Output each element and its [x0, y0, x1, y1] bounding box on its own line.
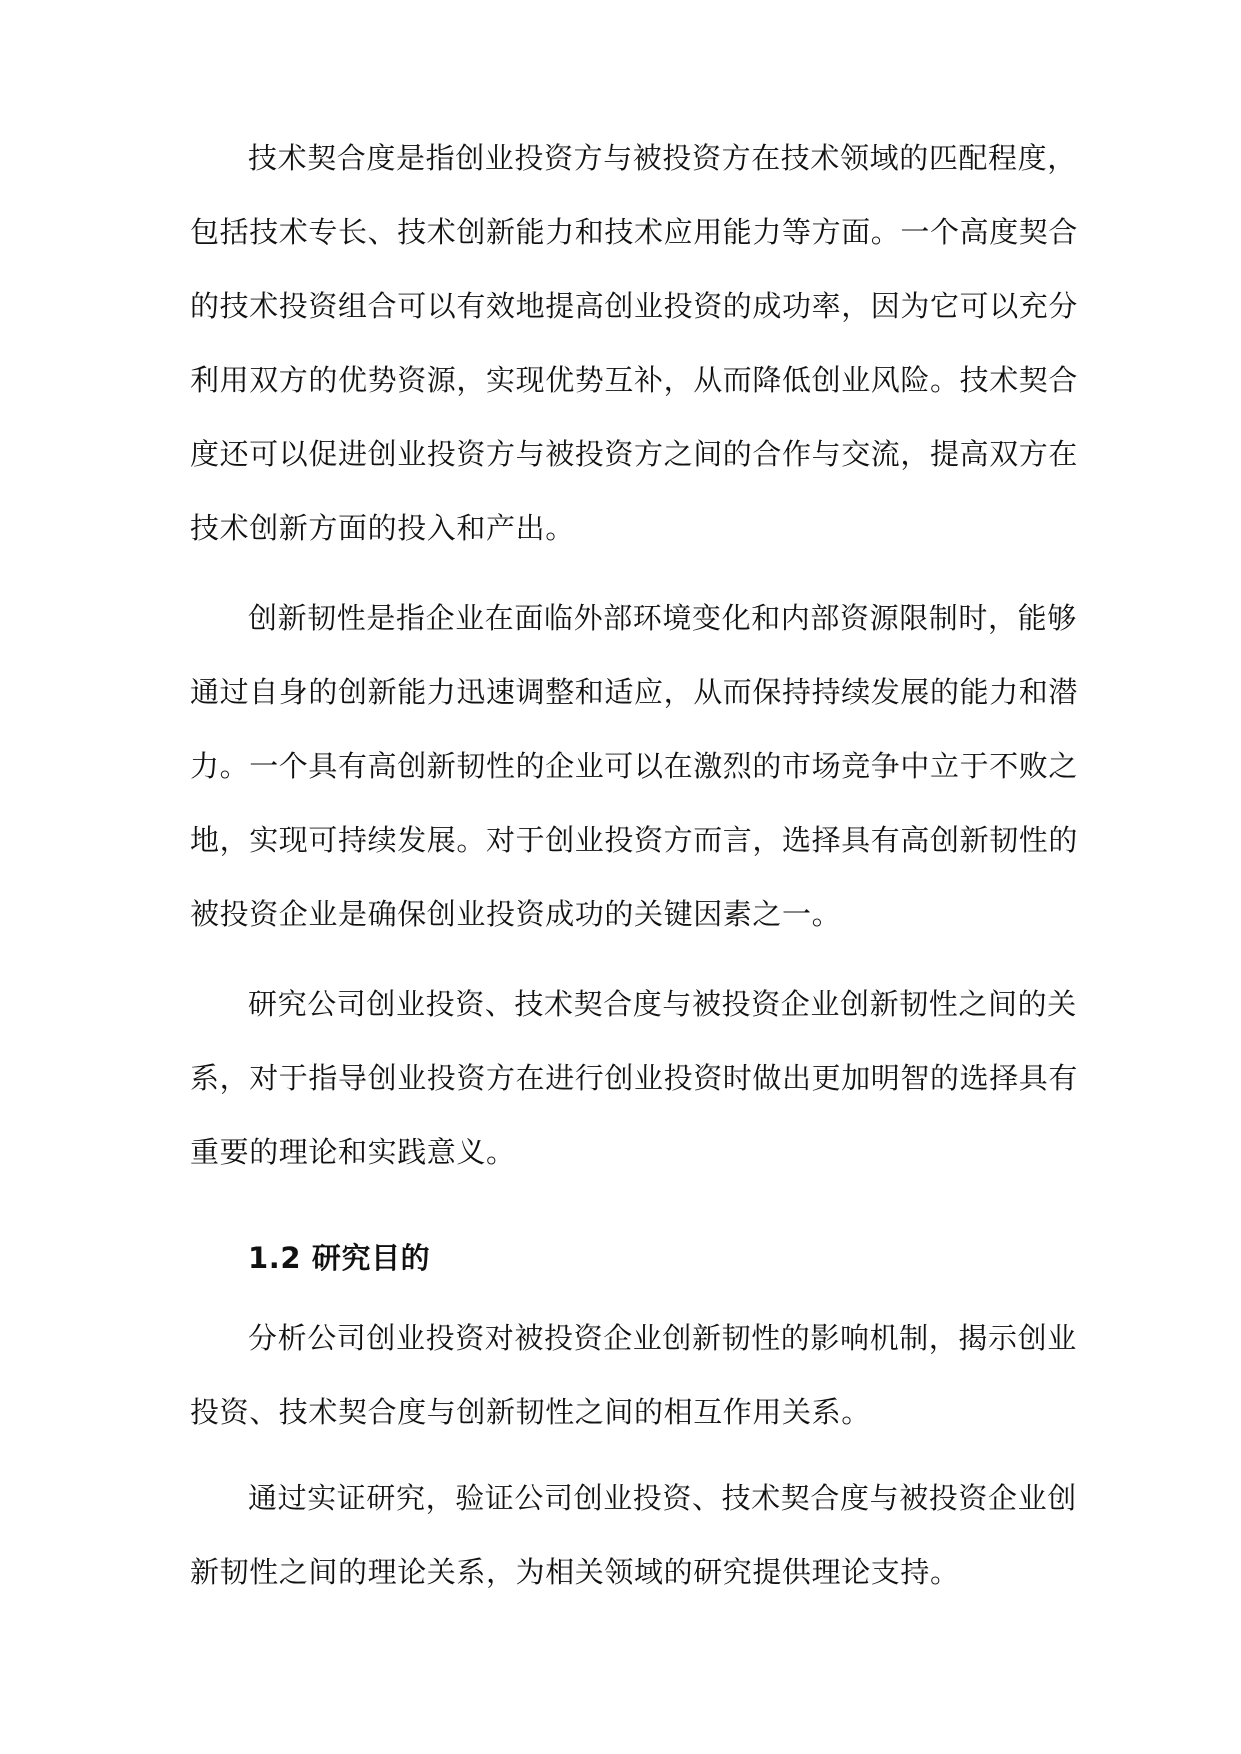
- text-line: 技术契合度是指创业投资方与被投资方在技术领域的匹配程度，: [248, 141, 1077, 175]
- text-line: 新韧性之间的理论关系，为相关领域的研究提供理论支持。: [190, 1555, 960, 1589]
- text-line: 系，对于指导创业投资方在进行创业投资时做出更加明智的选择具有: [190, 1061, 1079, 1095]
- text-line: 重要的理论和实践意义。: [190, 1135, 516, 1169]
- text-line: 分析公司创业投资对被投资企业创新韧性的影响机制，揭示创业: [248, 1321, 1077, 1355]
- text-line: 通过自身的创新能力迅速调整和适应，从而保持持续发展的能力和潜: [190, 675, 1079, 709]
- text-line: 研究公司创业投资、技术契合度与被投资企业创新韧性之间的关: [248, 987, 1077, 1021]
- text-line: 利用双方的优势资源，实现优势互补，从而降低创业风险。技术契合: [190, 363, 1079, 397]
- text-line: 包括技术专长、技术创新能力和技术应用能力等方面。一个高度契合: [190, 215, 1079, 249]
- text-line: 技术创新方面的投入和产出。: [190, 511, 575, 545]
- text-line: 度还可以促进创业投资方与被投资方之间的合作与交流，提高双方在: [190, 437, 1079, 471]
- text-line: 力。一个具有高创新韧性的企业可以在激烈的市场竞争中立于不败之: [190, 749, 1079, 783]
- text-line: 被投资企业是确保创业投资成功的关键因素之一。: [190, 897, 842, 931]
- text-line: 通过实证研究，验证公司创业投资、技术契合度与被投资企业创: [248, 1481, 1077, 1515]
- text-line: 的技术投资组合可以有效地提高创业投资的成功率，因为它可以充分: [190, 289, 1079, 323]
- section-heading: 1.2 研究目的: [248, 1241, 431, 1275]
- text-line: 地，实现可持续发展。对于创业投资方而言，选择具有高创新韧性的: [190, 823, 1079, 857]
- text-line: 投资、技术契合度与创新韧性之间的相互作用关系。: [190, 1395, 871, 1429]
- text-line: 创新韧性是指企业在面临外部环境变化和内部资源限制时，能够: [248, 601, 1077, 635]
